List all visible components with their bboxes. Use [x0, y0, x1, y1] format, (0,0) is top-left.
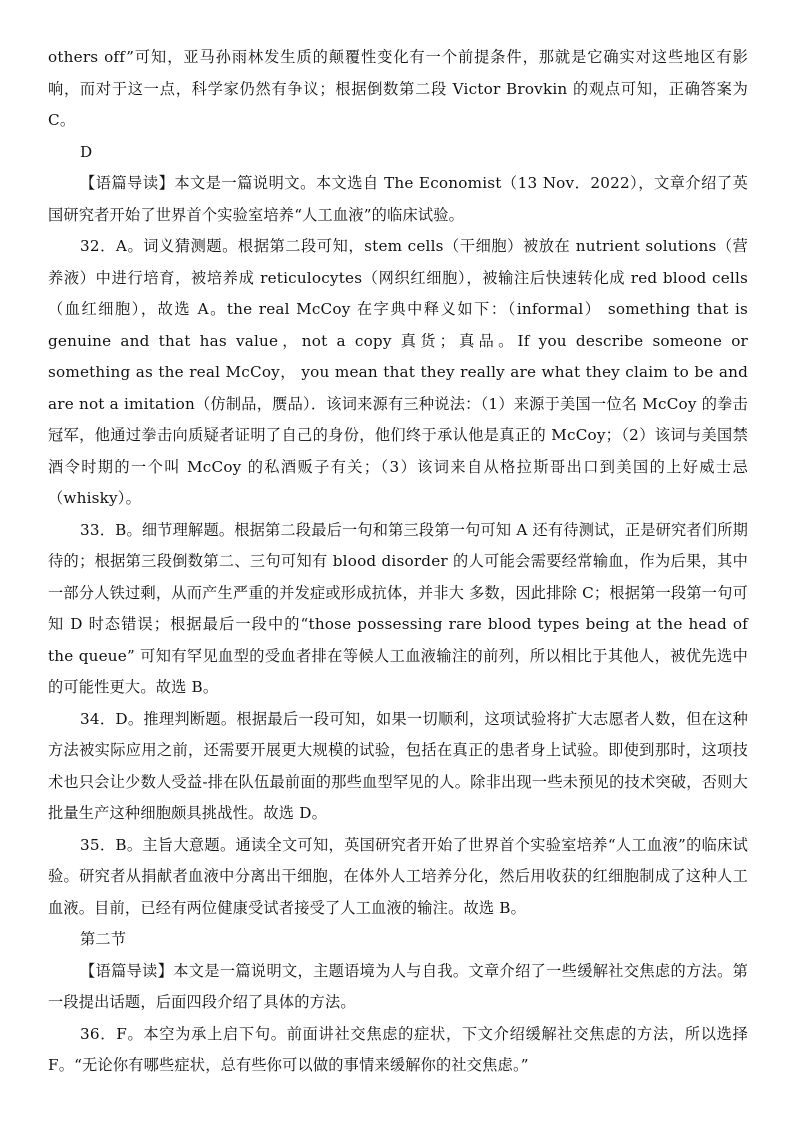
reading-guide-d: 【语篇导读】本文是一篇说明文。本文选自 The Economist（13 Nov．2022），文章介绍了英国研究者开始了世界首个实验室培养“人工血液”的临床试验。 [48, 174, 748, 224]
section-heading-part-two: 第二节 [80, 930, 127, 948]
answer-36: 36．F。本空为承上启下句。前面讲社交焦虑的症状，下文介绍缓解社交焦虑的方法，所以选择F。“无论你有哪些症状，总有些你可以做的事情来缓解你的社交焦虑。” [48, 1024, 748, 1074]
answer-35: 35．B。主旨大意题。通读全文可知，英国研究者开始了世界首个实验室培养“人工血液”的临床试验。研究者从捐献者血液中分离出干细胞，在体外人工培养分化，然后用收获的红细胞制成了这种人工血液。目前，已经有两位健康受试者接受了人工血液的输注。故选 B。 [48, 835, 748, 917]
reading-guide-part-two: 【语篇导读】本文是一篇说明文，主题语境为人与自我。文章介绍了一些缓解社交焦虑的方法。第一段提出话题，后面四段介绍了具体的方法。 [48, 961, 748, 1011]
section-letter-d: D [80, 142, 93, 161]
answer-34: 34．D。推理判断题。根据最后一段可知，如果一切顺利，这项试验将扩大志愿者人数，但在这种方法被实际应用之前，还需要开展更大规模的试验，包括在真正的患者身上试验。即使到那时，这项技术也只会让少数人受益-排在队伍最前面的那些血型罕见的人。除非出现一些未预见的技术突破，否则大批量生产这种细胞颇具挑战性。故选 D。 [48, 709, 748, 822]
answer-33: 33．B。细节理解题。根据第二段最后一句和第三段第一句可知 A 还有待测试，正是研究者们所期待的；根据第三段倒数第二、三句可知有 blood disorder 的人可能会需要经常输血，作为后果，其中一部分人铁过剩，从而产生严重的并发症或形成抗体，并非大 多数，因此排除 C；根据第一段第一句可知 D 时态错误；根据最后一段中的“those possessing rare blood types being at the head of the queue” 可知有罕见血型的受血者排在等候人工血液输注的前列，所以相比于其他人，被优先选中的可能性更大。故选 B。 [48, 520, 748, 696]
answer-32: 32．A。词义猜测题。根据第二段可知，stem cells（干细胞）被放在 nutrient solutions（营养液）中进行培育，被培养成 reticulocytes（网织红细胞），被输注后快速转化成 red blood cells（血红细胞），故选 A。the real McCoy 在字典中释义如下：（informal） something that is genuine and that has value，not a copy 真货；真品。If you describe someone or something as the real McCoy， you mean that they really are what they claim to be and are not a imitation（仿制品，赝品）．该词来源有三种说法：（1）来源于美国一位名 McCoy 的拳击冠军，他通过拳击向质疑者证明了自己的身份，他们终于承认他是真正的 McCoy；（2）该词与美国禁酒令时期的一个叫 McCoy 的私酒贩子有关；（3）该词来自从格拉斯哥出口到美国的上好威士忌（whisky）。 [48, 237, 748, 507]
document-page [48, 42, 748, 1082]
paragraph-continuation: others off”可知，亚马孙雨林发生质的颠覆性变化有一个前提条件，那就是它确实对这些地区有影响，而对于这一点，科学家仍然有争议；根据倒数第二段 Victor Brovkin 的观点可知，正确答案为C。 [48, 48, 748, 129]
